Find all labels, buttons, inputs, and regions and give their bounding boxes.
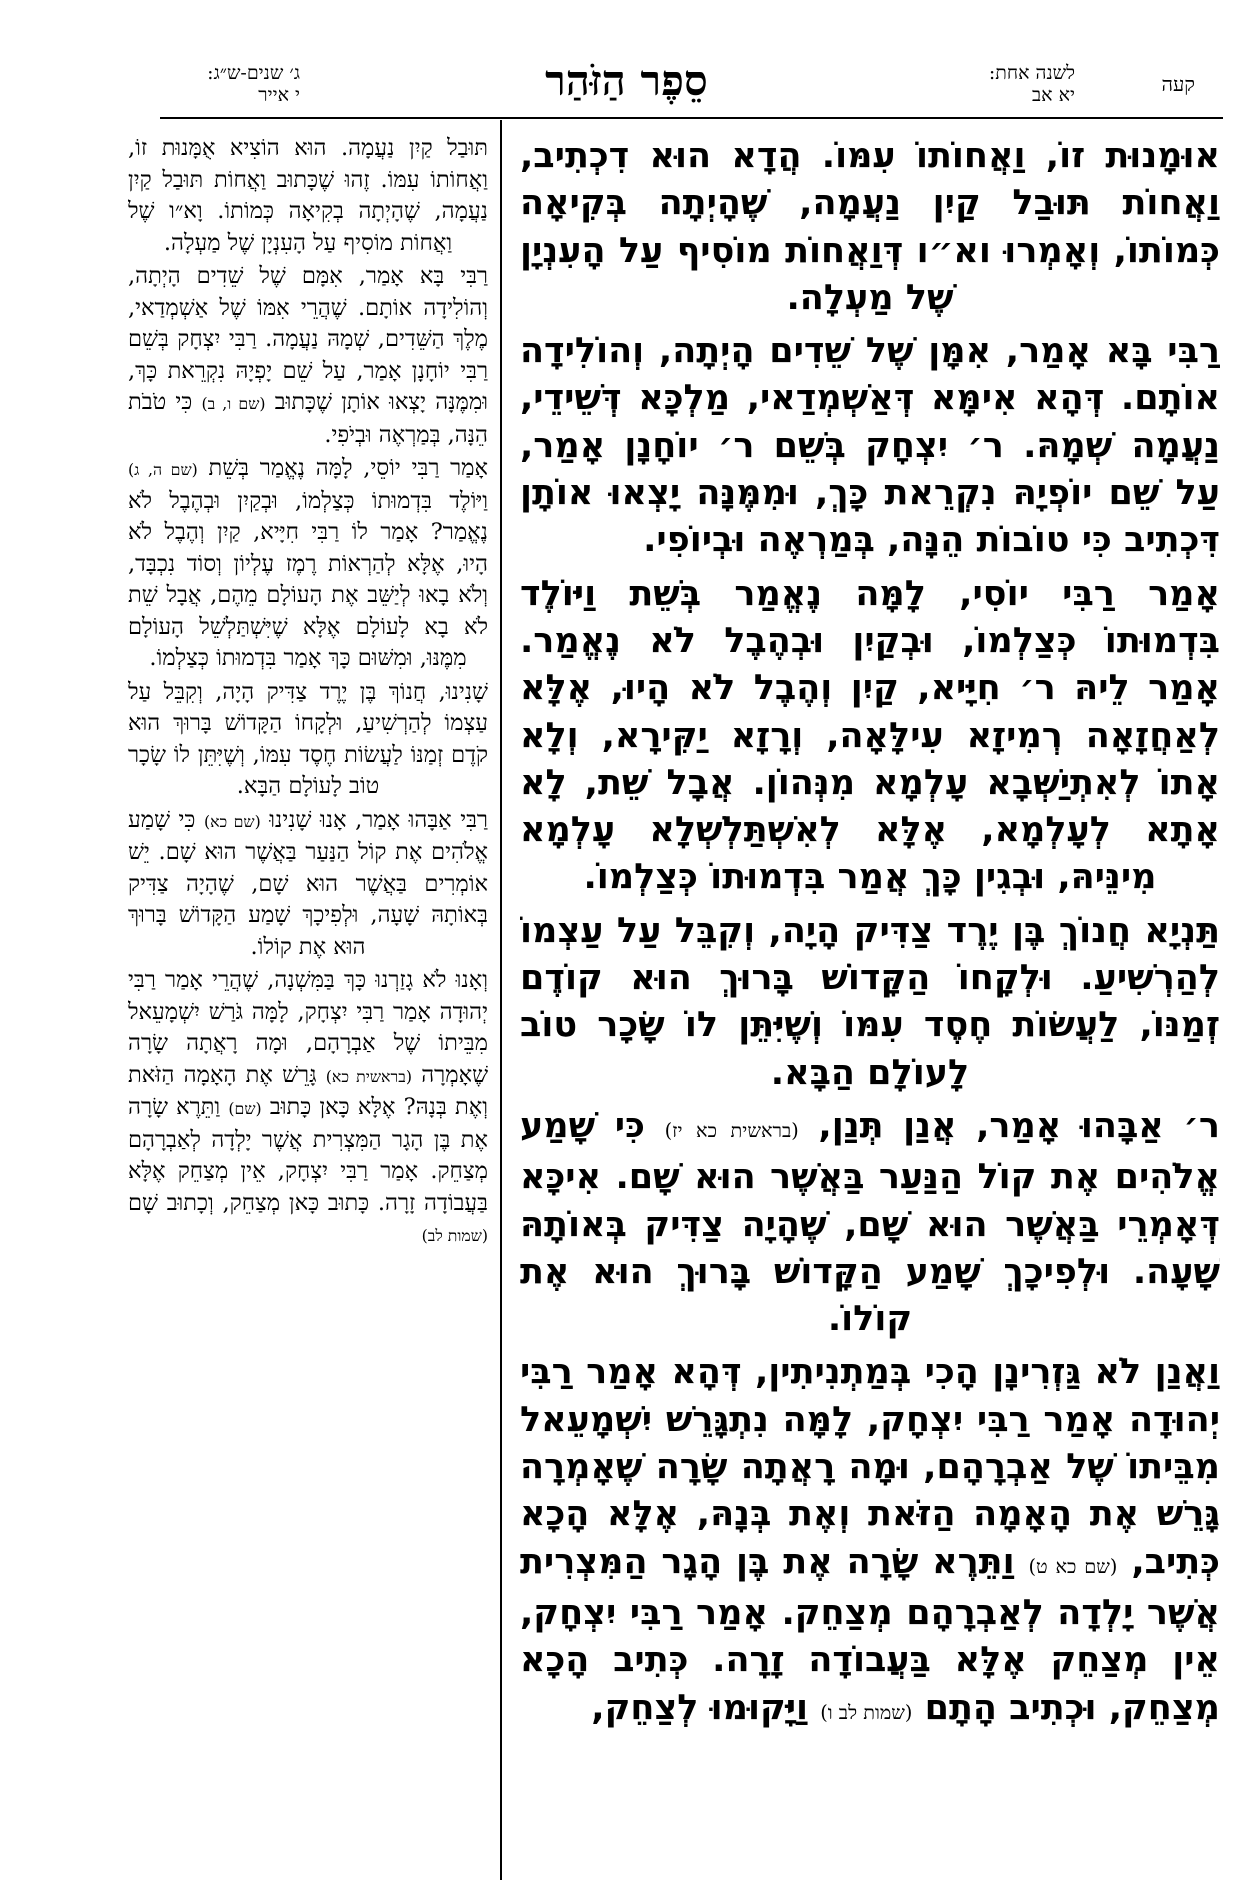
main-text-column <box>520 133 1220 1873</box>
paragraph-text: אוּמָנוּת זוֹ, וַאֲחוֹתוֹ עִמּוֹ. הֲדָא הוּא דִכְתִיב, וַאֲחוֹת תּוּבַל קַיִן נַעֲמָה, שֶׁהָיְתָה בְּקִיאָה כְּמוֹתוֹ, וְאָמְרוּ וא״ו דְּוַאֲחוֹת מוֹסִיף עַל הָעִנְיָן שֶׁל מַעְלָה. <box>520 136 1220 318</box>
paragraph <box>128 261 488 451</box>
paragraph <box>128 133 488 259</box>
page-title: סֵפֶר הַזֹּהַר <box>545 56 708 105</box>
paragraph <box>520 1349 1220 1735</box>
header-rule <box>160 117 1223 119</box>
paragraph <box>128 805 488 964</box>
paragraph-text: וַיָּקוּמוּ לְצַחֵק, <box>591 1687 809 1728</box>
page-number: קעה <box>1161 72 1195 96</box>
verse-reference: (שם כא ט) <box>1028 1554 1118 1578</box>
paragraph-text: אָמַר רַבִּי יוֹסֵי, לָמָּה נֶאֱמַר בְּשֵׁת <box>208 455 488 481</box>
paragraph-text: אָמַר רַבִּי יוֹסִי, לָמָּה נֶאֱמַר בְּשֵׁת וַיּוֹלֶד בִּדְמוּתוֹ כְּצַלְמוֹ, וּבְקַיִן וּבְהֶבֶל לֹא נֶאֱמַר. אָמַר לֵיהּ ר׳ חִיָּיא, קַיִן וְהֶבֶל לֹא הָיוּ, אֶלָּא לְאַחֲזָאָה רְמִיזָא עִילָּאָה, וְרָזָא יַקִּירָא, וְלָא אָתוֹ לְאִתְיַשְּׁבָא עָלְמָא מִנְּהוֹן. אֲבָל שֵׁת, לָא אָתָא לְעָלְמָא, אֶלָּא לְאִשְׁתַּלְשְׁלָא עָלְמָא מִינֵּיהּ, וּבְגִין כָּךְ אֲמַר בִּדְמוּתוֹ כְּצַלְמוֹ. <box>520 573 1220 898</box>
paragraph-text: תּוּבַל קַיִן נַעֲמָה. הוּא הוֹצִיא אֻמָּנוּת זוֹ, וַאֲחוֹתוֹ עִמּוֹ. זֶהוּ שֶׁכָּתוּב וַאֲחוֹת תּוּבַל קַיִן נַעֲמָה, שֶׁהָיְתָה בְקִיאָה כְּמוֹתוֹ. וָא״ו שֶׁל וַאֲחוֹת מוֹסִיף עַל הָעִנְיָן שֶׁל מַעְלָה. <box>128 135 488 256</box>
paragraph-text: רַבִּי בָּא אָמַר, אִמָּם שֶׁל שֵׁדִים הָיְתָה, וְהוֹלִידָה אוֹתָם. שֶׁהֲרֵי אִמּוֹ שֶׁל אַשְׁמְדַאי, מֶלֶךְ הַשֵּׁדִים, שְׁמָהּ נַעֲמָה. רַבִּי יִצְחָק בְּשֵׁם רַבִּי יוֹחָנָן אָמַר, עַל שֵׁם יָפְיָהּ נִקְרֵאת כָּךְ, וּמִמֶּנָּה יָצְאוּ אוֹתָן שֶׁכָּתוּב <box>128 263 488 415</box>
paragraph <box>520 328 1220 564</box>
schedule-date: יא אב <box>1032 84 1075 106</box>
paragraph-text: וַתֵּרֶא שָׂרָה אֶת בֶּן הָגָר הַמִּצְרִית אֲשֶׁר יָלְדָה לְאַבְרָהָם מְצַחֵק. אָמַר רַבִּי יִצְחָק, אֵין מְצַחֵק אֶלָּא בַּעֲבוֹדָה זָרָה. כְּתִיב הָכָא מְצַחֵק, וּכְתִיב הָתָם <box>520 1541 1220 1728</box>
paragraph-text: וַיּוֹלֶד בִּדְמוּתוֹ כְּצַלְמוֹ, וּבְקַיִן וּבְהֶבֶל לֹא נֶאֱמַר? אָמַר לוֹ רַבִּי חִיָּיא, קַיִן וְהֶבֶל לֹא הָיוּ, אֶלָּא לְהַרְאוֹת רֶמֶז עֶלְיוֹן וְסוֹד נִכְבָּד, וְלֹא בָאוּ לְיַשֵּׁב אֶת הָעוֹלָם מֵהֶם, אֲבָל שֵׁת לֹא בָא לָעוֹלָם אֶלָּא שֶׁיִּשְׁתַּלְשֵׁל הָעוֹלָם מִמֶּנּוּ, וּמִשּׁוּם כָּךְ אָמַר בִּדְמוּתוֹ כְּצַלְמוֹ. <box>128 487 488 671</box>
paragraph-text: גָּרֵשׁ אֶת הָאָמָה הַזֹּאת וְאֶת בְּנָהּ? אֶלָּא כָּאן כָּתוּב <box>128 1061 488 1120</box>
verse-reference: (שם כא) <box>203 811 261 831</box>
schedule-label: לשנה אחת: <box>988 62 1075 84</box>
paragraph-text: שָׁנִינוּ, חֲנוֹךְ בֶּן יֶרֶד צַדִּיק הָיָה, וְקִבֵּל עַל עַצְמוֹ לְהַרְשִׁיעַ, וּלְקָחוֹ הַקָּדוֹשׁ בָּרוּךְ הוּא קֹדֶם זְמַנּוֹ לַעֲשׂוֹת חֶסֶד עִמּוֹ, וְשֶׁיִּתֵּן לוֹ שָׂכָר טוֹב לָעוֹלָם הַבָּא. <box>128 678 488 799</box>
verse-reference: (שמות לב) <box>421 1226 488 1245</box>
paragraph <box>520 1103 1220 1343</box>
verse-reference: (שמות לב ו) <box>820 1700 913 1724</box>
paragraph <box>128 677 488 803</box>
verse-reference: (בראשית כא יז) <box>664 1118 799 1142</box>
paragraph <box>520 133 1220 322</box>
verse-reference: (בראשית כא) <box>325 1066 412 1086</box>
page-header <box>0 0 1253 125</box>
reading-schedule-three-years <box>140 62 300 106</box>
column-divider <box>500 120 502 1880</box>
paragraph-text: וַאֲנַן לֹא גַּזְרִינָן הָכִי בְּמַתְנִיתִין, דְּהָא אָמַר רַבִּי יְהוּדָה אָמַר רַבִּי יִצְחָק, לָמָּה נִתְגָּרֵשׁ יִשְׁמָעֵאל מִבֵּיתוֹ שֶׁל אַבְרָהָם, וּמָה רָאֲתָה שָׂרָה שֶׁאָמְרָה גָּרֵשׁ אֶת הָאָמָה הַזֹּאת וְאֶת בְּנָהּ, אֶלָּא הָכָא כְּתִיב, <box>520 1352 1220 1582</box>
paragraph-text: כִּי שָׁמַע אֱלֹהִים אֶת קוֹל הַנַּעַר בַּאֲשֶׁר הוּא שָׁם. יֵשׁ אוֹמְרִים בַּאֲשֶׁר הוּא שָׁם, שֶׁהָיָה צַדִּיק בְּאוֹתָהּ שָׁעָה, וּלְפִיכָךְ שָׁמַע הַקָּדוֹשׁ בָּרוּךְ הוּא אֶת קוֹלוֹ. <box>128 806 488 960</box>
paragraph <box>520 908 1220 1097</box>
paragraph-text: כִּי טֹבֹת הֵנָּה, בְּמַרְאֶה וּבְיֹפִי. <box>128 389 488 448</box>
verse-reference: (שם) <box>228 1099 262 1118</box>
paragraph <box>128 453 488 675</box>
schedule-label: ג׳ שנים-ש״ג: <box>207 62 300 84</box>
paragraph <box>128 965 488 1252</box>
verse-reference: (שם ה, ג) <box>128 460 198 479</box>
paragraph-text: כִּי שָׁמַע אֱלֹהִים אֶת קוֹל הַנַּעַר בַּאֲשֶׁר הוּא שָׁם. אִיכָּא דְּאָמְרֵי בַּאֲשֶׁר הוּא שָׁם, שֶׁהָיָה צַדִּיק בְּאוֹתָהּ שָׁעָה. וּלְפִיכָךְ שָׁמַע הַקָּדוֹשׁ בָּרוּךְ הוּא אֶת קוֹלוֹ. <box>520 1105 1220 1340</box>
verse-reference: (שם ו, ב) <box>201 394 266 413</box>
paragraph-text: תַּנְיָא חֲנוֹךְ בֶּן יֶרֶד צַדִּיק הָיָה, וְקִבֵּל עַל עַצְמוֹ לְהַרְשִׁיעַ. וּלְקָחוֹ הַקָּדוֹשׁ בָּרוּךְ הוּא קוֹדֶם זְמַנּוֹ, לַעֲשׂוֹת חֶסֶד עִמּוֹ וְשֶׁיִּתֵּן לוֹ שָׂכָר טוֹב לָעוֹלָם הַבָּא. <box>520 910 1220 1093</box>
paragraph-text: ר׳ אַבָּהוּ אָמַר, אֲנַן תְּנַן, <box>818 1105 1220 1146</box>
translation-column <box>128 133 488 1873</box>
paragraph-text: רַבִּי בָּא אָמַר, אִמָּן שֶׁל שֵׁדִים הָיְתָה, וְהוֹלִידָה אוֹתָם. דְּהָא אִימָּא דְּאַשְׁמְדַאי, מַלְכָּא דְּשֵׁידֵי, נַעֲמָה שְׁמָהּ. ר׳ יִצְחָק בְּשֵׁם ר׳ יוֹחָנָן אָמַר, עַל שֵׁם יוֹפְיָהּ נִקְרֵאת כָּךְ, וּמִמֶּנָּה יָצְאוּ אוֹתָן דִּכְתִיב כִּי טוֹבוֹת הֵנָּה, בְּמַרְאֶה וּבְיוֹפִי. <box>520 331 1220 561</box>
paragraph <box>520 571 1220 902</box>
schedule-date: י אייר <box>258 84 300 106</box>
paragraph-text: רַבִּי אַבָּהוּ אָמַר, אָנוּ שָׁנִינוּ <box>269 806 488 833</box>
paragraph-text: וַתֵּרֶא שָׂרָה אֶת בֶּן הָגָר הַמִּצְרִית אֲשֶׁר יָלְדָה לְאַבְרָהָם מְצַחֵק. אָמַר רַבִּי יִצְחָק, אֵין מְצַחֵק אֶלָּא בַּעֲבוֹדָה זָרָה. כָּתוּב כָּאן מְצַחֵק, וְכָתוּב שָׁם <box>128 1094 488 1216</box>
paragraph-text: וְאָנוּ לֹא גָזַרְנוּ כָּךְ בַּמִּשְׁנָה, שֶׁהֲרֵי אָמַר רַבִּי יְהוּדָה אָמַר רַבִּי יִצְחָק, לָמָּה גֹּרַשׁ יִשְׁמָעֵאל מִבֵּיתוֹ שֶׁל אַבְרָהָם, וּמָה רָאֲתָה שָׂרָה שֶׁאָמְרָה <box>128 967 488 1088</box>
